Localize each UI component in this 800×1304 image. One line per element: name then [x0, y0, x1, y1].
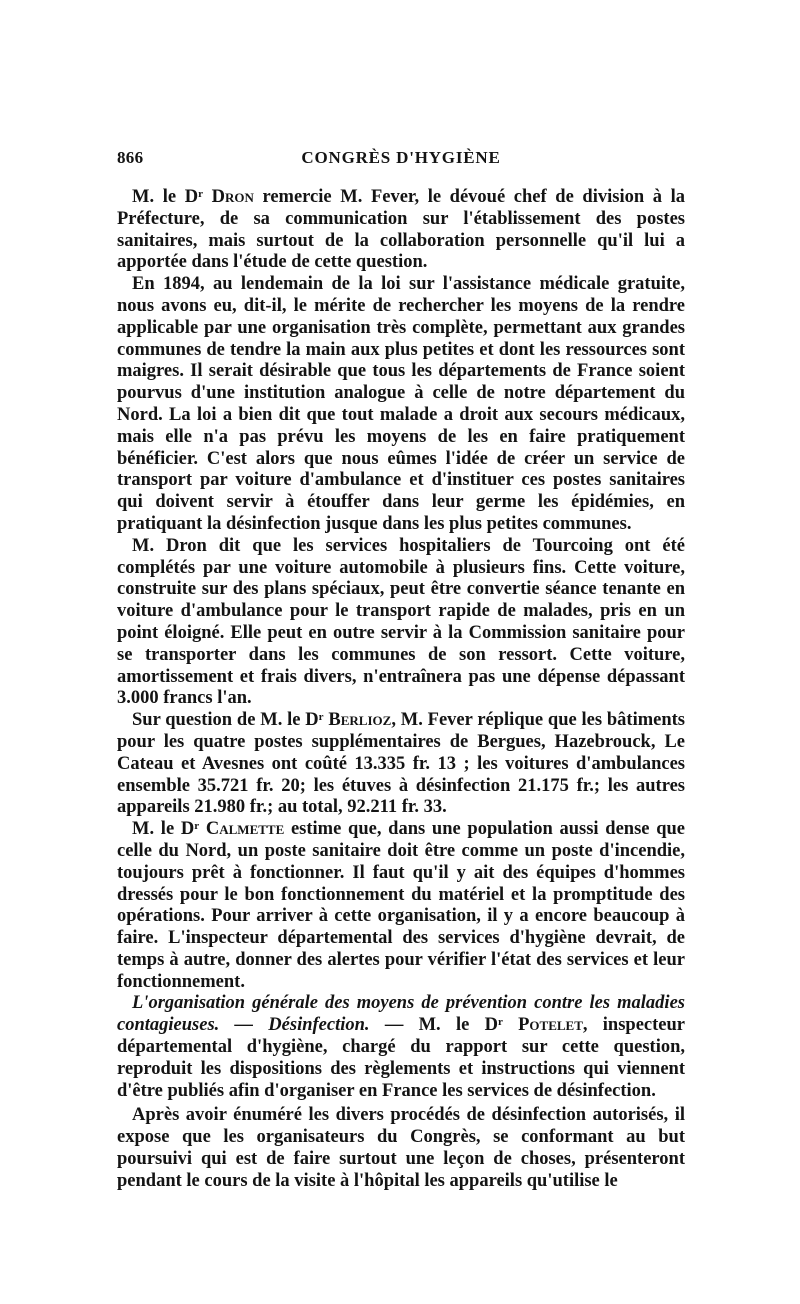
page-body: [117, 187, 685, 1193]
paragraph-disinfection-procedures: Après avoir énuméré les divers procédés de désinfection autorisés, il expose que les organisateurs du Congrès, se conformant au but poursuivi qui est de faire surtout une leçon de choses, présenteront pendant le cours de la visite à l'hôpital les appareils qu'utilise le: [117, 1105, 685, 1191]
paragraph-fever-costs: [117, 710, 685, 819]
person-name: Dron: [211, 187, 254, 207]
paragraph-text: , inspecteur départemental d'hygiène, chargé du rapport sur cette question, reproduit les dispositions des règlements et instructions qui viennent d'être publiés afin d'organiser en France les services de désinfection.: [117, 1015, 685, 1101]
paragraph-text: remercie M. Fever, le dévoué chef de division à la Préfecture, de sa communication sur l'établissement des postes sanitaires, mais surtout de la collaboration personnelle qu'il lui a apportée dans l'étude de cette question.: [117, 187, 686, 273]
paragraph-assistance-1894: En 1894, au lendemain de la loi sur l'assistance médicale gratuite, nous avons eu, dit-il, le mérite de rechercher les moyens de la rendre applicable par une organisation très complète, permettant aux grandes communes de tendre la main aux plus petites et dont les ressources sont maigres. Il serait désirable que tous les départements de France soient pourvus d'une institution analogue à celle de notre département du Nord. La loi a bien dit que tout malade a droit aux secours médicaux, mais elle n'a pas prévu les moyens de les en faire pratiquement bénéficier. C'est alors que nous eûmes l'idée de créer un service de transport par voiture d'ambulance et d'instituer ces postes sanitaires qui doivent servir à étouffer dans leur germe les épidémies, en pratiquant la désinfection jusque dans les plus petites communes.: [117, 274, 685, 534]
paragraph-text: , M. Fever réplique que les bâtiments pour les quatre postes supplémentaires de Bergues, Hazebrouck, Le Cateau et Avesnes ont coûté 13.335 fr. 13 ; les voitures d'ambulances ensemble 35.721 fr. 20; les étuves à désinfection 21.175 fr.; les autres appareils 21.980 fr.; au total, 92.211 fr. 33.: [117, 710, 686, 818]
page-number: 866: [117, 148, 144, 167]
paragraph-dron-thanks: [117, 187, 685, 274]
section-heading-italic: L'organisation générale des moyens de prévention contre les maladies contagieuses. — Désinfection.: [117, 993, 685, 1036]
paragraph-calmette: [117, 819, 685, 993]
title-abbreviation: r: [194, 820, 200, 833]
title-abbreviation: r: [198, 188, 203, 200]
paragraph-text: M. le D: [132, 187, 199, 207]
page-header: [117, 148, 685, 174]
paragraph-text: — M. le D: [369, 1015, 498, 1036]
title-abbreviation: r: [318, 711, 324, 724]
person-name: Potelet: [518, 1015, 583, 1036]
paragraph-tourcoing-vehicle: M. Dron dit que les services hospitaliers de Tourcoing ont été complétés par une voiture automobile à plusieurs fins. Cette voiture, construite sur des plans spéciaux, peut être convertie séance tenante en voiture d'ambulance pour le transport rapide de malades, pris en un point éloigné. Elle peut en outre servir à la Commission sanitaire pour se transporter dans les communes de son ressort. Cette voiture, amortissement et frais divers, n'entraînera pas une dépense dépassant 3.000 francs l'an.: [117, 535, 685, 709]
person-name: Berlioz: [328, 710, 392, 731]
paragraph-text: M. le D: [132, 819, 195, 840]
paragraph-text: estime que, dans une population aussi dense que celle du Nord, un poste sanitaire doit être comme un poste d'incendie, toujours prêt à fonctionner. Il faut qu'il y ait des équipes d'hommes dressés pour le bon fonctionnement du matériel et la promptitude des opérations. Pour arriver à cette organisation, il y a encore beaucoup à faire. L'inspecteur départemental des services d'hygiène devrait, de temps à autre, donner des alertes pour vérifier l'état des services et leur fonctionnement.: [117, 819, 685, 992]
paragraph-text: Sur question de M. le D: [132, 710, 319, 731]
person-name: Calmette: [205, 819, 285, 840]
title-abbreviation: r: [497, 1016, 503, 1029]
running-title: CONGRÈS D'HYGIÈNE: [301, 148, 501, 167]
paragraph-potelet-disinfection: [117, 993, 685, 1102]
